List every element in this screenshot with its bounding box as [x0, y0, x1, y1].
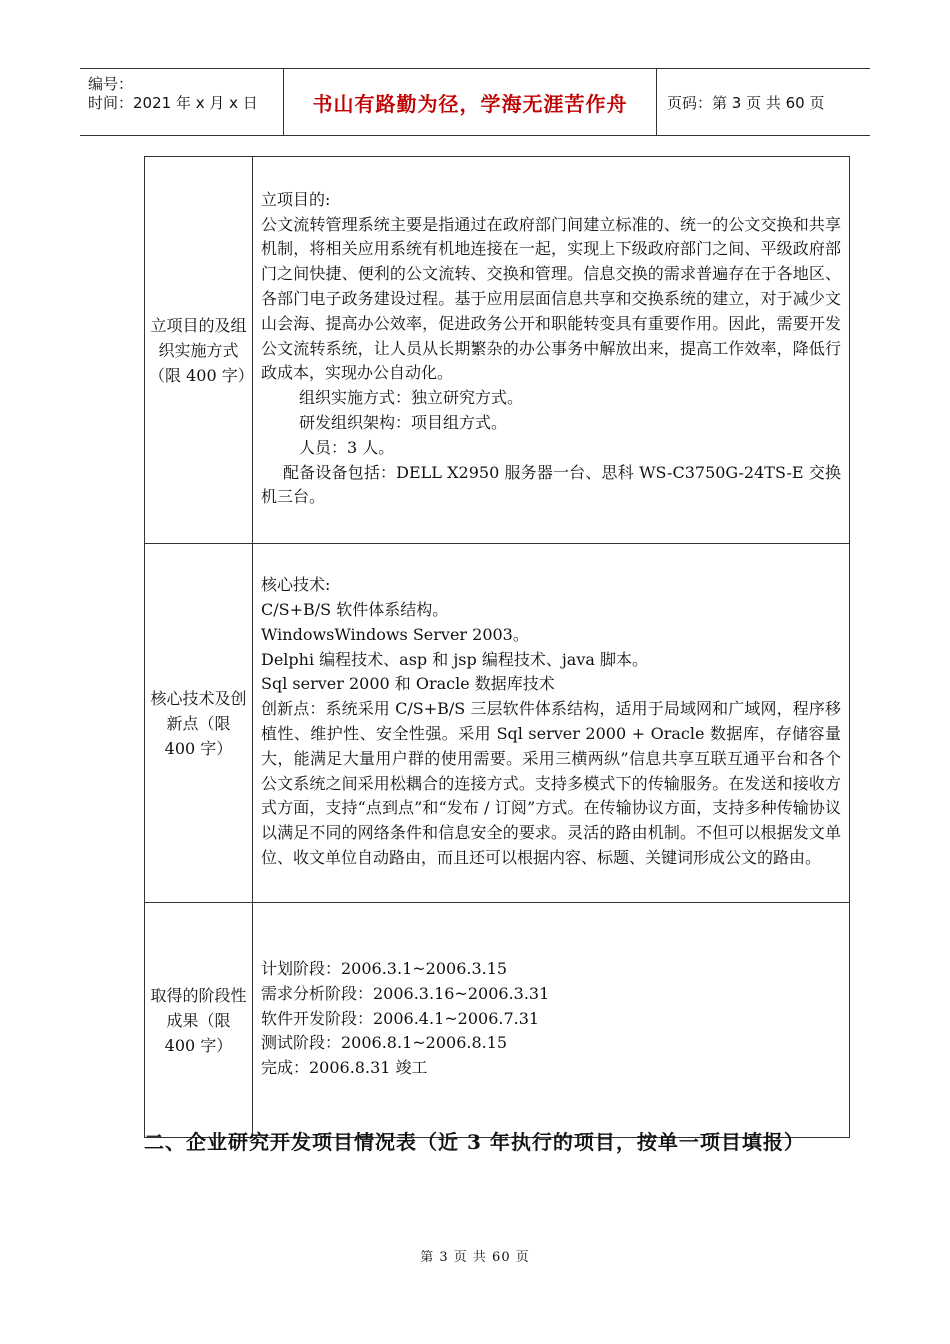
table-row — [145, 544, 850, 903]
header-page-info: 页码：第 3 页 共 60 页 — [667, 93, 825, 112]
header-slogan: 书山有路勤为径，学海无涯苦作舟 — [284, 69, 657, 135]
row-content — [253, 157, 850, 544]
content-line: Delphi 编程技术、asp 和 jsp 编程技术、java 脚本。 — [261, 649, 648, 669]
content-line: 人员：3 人。 — [299, 437, 395, 457]
row-content — [253, 544, 850, 903]
row-label: 取得的阶段性成果（限 400 字） — [145, 903, 253, 1138]
page-header — [80, 68, 870, 136]
content-line: 研发组织架构：项目组方式。 — [299, 412, 508, 432]
page-footer: 第 3 页 共 60 页 — [420, 1250, 530, 1265]
content-line: 计划阶段：2006.3.1~2006.3.15 — [261, 959, 508, 978]
row-label: 核心技术及创新点（限 400 字） — [145, 544, 253, 903]
content-line: 测试阶段：2006.8.1~2006.8.15 — [261, 1033, 508, 1053]
row-label: 立项目的及组织实施方式（限 400 字） — [145, 157, 253, 544]
table-row — [145, 157, 850, 544]
project-info-table — [144, 156, 850, 1138]
content-line: 配备设备包括：DELL X2950 服务器一台、思科 WS-C3750G-24TS-E 交换机三台。 — [261, 462, 841, 507]
content-line: 立项目的: — [261, 189, 331, 209]
row-content — [253, 903, 850, 1138]
table-row — [145, 903, 850, 1138]
content-line: 创新点：系统采用 C/S+B/S 三层软件体系结构，适用于局域网和广域网，程序移植性、维护性、安全性强。采用 Sql server 2000 + Oracle 数据库，存储容量大，能满足大量用户群的使用需要。采用三横两纵”信息共享互联互通平台和各个公文系统之间采用松耦合的连接方式。支持多模式下的传输服务。在发送和接收方式方面，支持“点到点”和“发布 / 订阅”方式。在传输协议方面，支持多种传输协议以满足不同的网络条件和信息安全的要求。灵活的路由机制。不但可以根据发文单位、收文单位自动路由，而且还可以根据内容、标题、关键词形成公文的路由。 — [261, 699, 841, 867]
content-line: 需求分析阶段：2006.3.16~2006.3.31 — [261, 983, 550, 1003]
content-line: WindowsWindows Server 2003。 — [261, 624, 529, 644]
content-line: 软件开发阶段：2006.4.1~2006.7.31 — [261, 1008, 540, 1028]
content-line: 完成：2006.8.31 竣工 — [261, 1058, 428, 1078]
document-number-label: 编号： — [88, 75, 134, 93]
content-line: 组织实施方式：独立研究方式。 — [299, 388, 524, 408]
header-meta — [80, 69, 284, 135]
section-heading: 二、企业研究开发项目情况表（近 3 年执行的项目，按单一项目填报） — [144, 1130, 805, 1154]
content-line: 公文流转管理系统主要是指通过在政府部门间建立标准的、统一的公文交换和共享机制，将相关应用系统有机地连接在一起，实现上下级政府部门之间、平级政府部门之间快捷、便利的公文流转、交换和管理。信息交换的需求普遍存在于各地区、各部门电子政务建设过程。基于应用层面信息共享和交换系统的建立，对于减少文山会海、提高办公效率，促进政务公开和职能转变具有重要作用。因此，需要开发公文流转系统，让人员从长期繁杂的办公事务中解放出来，提高工作效率，降低行政成本，实现办公自动化。 — [261, 214, 841, 383]
content-line: Sql server 2000 和 Oracle 数据库技术 — [261, 674, 555, 694]
content-line: C/S+B/S 软件体系结构。 — [261, 600, 449, 620]
content-line: 核心技术: — [261, 575, 331, 595]
document-date: 时间：2021 年 x 月 x 日 — [88, 94, 258, 112]
